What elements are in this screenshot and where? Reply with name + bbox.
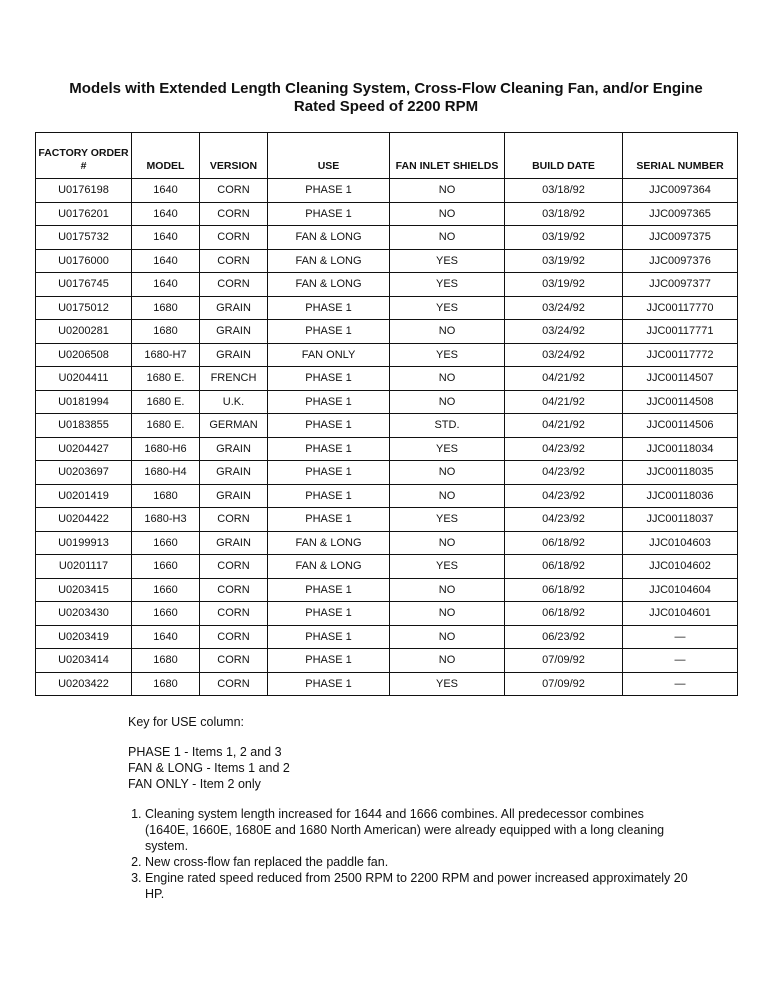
cell-version: GRAIN [200, 461, 268, 485]
header-factory-order: FACTORY ORDER # [36, 133, 132, 179]
cell-serial-number: JJC00118035 [623, 461, 738, 485]
cell-model: 1680 [132, 296, 200, 320]
cell-build-date: 03/24/92 [505, 296, 623, 320]
key-item: PHASE 1 - Items 1, 2 and 3 [128, 745, 282, 759]
cell-use: PHASE 1 [268, 390, 390, 414]
cell-factory-order: U0203415 [36, 578, 132, 602]
table-row [36, 625, 738, 649]
header-model: MODEL [132, 133, 200, 179]
cell-build-date: 04/23/92 [505, 461, 623, 485]
table-row [36, 226, 738, 250]
use-key-section [128, 714, 688, 902]
cell-serial-number: JJC00114506 [623, 414, 738, 438]
cell-fan-inlet-shields: NO [390, 625, 505, 649]
table-row [36, 367, 738, 391]
cell-fan-inlet-shields: NO [390, 320, 505, 344]
table-row [36, 649, 738, 673]
cell-fan-inlet-shields: NO [390, 390, 505, 414]
cell-use: FAN & LONG [268, 249, 390, 273]
cell-build-date: 06/18/92 [505, 531, 623, 555]
cell-serial-number: JJC0097376 [623, 249, 738, 273]
cell-version: GRAIN [200, 531, 268, 555]
cell-factory-order: U0176201 [36, 202, 132, 226]
table-row [36, 484, 738, 508]
header-fan-inlet-shields: FAN INLET SHIELDS [390, 133, 505, 179]
cell-factory-order: U0201117 [36, 555, 132, 579]
cell-use: PHASE 1 [268, 484, 390, 508]
cell-use: PHASE 1 [268, 437, 390, 461]
cell-serial-number: — [623, 625, 738, 649]
cell-fan-inlet-shields: NO [390, 602, 505, 626]
cell-serial-number: JJC00114508 [623, 390, 738, 414]
cell-model: 1660 [132, 602, 200, 626]
header-serial-number: SERIAL NUMBER [623, 133, 738, 179]
header-version: VERSION [200, 133, 268, 179]
cell-model: 1680-H7 [132, 343, 200, 367]
cell-serial-number: JJC0097377 [623, 273, 738, 297]
cell-version: GRAIN [200, 484, 268, 508]
cell-model: 1680-H6 [132, 437, 200, 461]
table-row [36, 414, 738, 438]
cell-serial-number: JJC00117770 [623, 296, 738, 320]
cell-use: PHASE 1 [268, 602, 390, 626]
cell-model: 1640 [132, 273, 200, 297]
cell-factory-order: U0176198 [36, 179, 132, 203]
models-table [35, 132, 738, 696]
cell-fan-inlet-shields: STD. [390, 414, 505, 438]
cell-model: 1680-H3 [132, 508, 200, 532]
table-row [36, 202, 738, 226]
cell-use: PHASE 1 [268, 461, 390, 485]
cell-factory-order: U0175732 [36, 226, 132, 250]
cell-use: PHASE 1 [268, 672, 390, 696]
table-row [36, 296, 738, 320]
table-row [36, 390, 738, 414]
cell-model: 1640 [132, 249, 200, 273]
cell-factory-order: U0203419 [36, 625, 132, 649]
cell-factory-order: U0181994 [36, 390, 132, 414]
cell-version: CORN [200, 578, 268, 602]
cell-serial-number: JJC00118036 [623, 484, 738, 508]
cell-serial-number: JJC0097364 [623, 179, 738, 203]
cell-fan-inlet-shields: NO [390, 202, 505, 226]
cell-model: 1640 [132, 179, 200, 203]
cell-build-date: 04/23/92 [505, 484, 623, 508]
table-row [36, 179, 738, 203]
cell-model: 1680 E. [132, 367, 200, 391]
cell-fan-inlet-shields: NO [390, 484, 505, 508]
cell-build-date: 03/18/92 [505, 179, 623, 203]
note-item: 2. New cross-flow fan replaced the paddle fan. [145, 854, 688, 870]
cell-version: CORN [200, 273, 268, 297]
cell-version: GRAIN [200, 343, 268, 367]
cell-factory-order: U0183855 [36, 414, 132, 438]
cell-build-date: 03/19/92 [505, 273, 623, 297]
cell-version: CORN [200, 602, 268, 626]
cell-model: 1660 [132, 555, 200, 579]
page-title [40, 80, 732, 116]
table-row [36, 531, 738, 555]
note-item: 1. Cleaning system length increased for 1644 and 1666 combines. All predecessor combines (1640E, 1660E, 1680E and 1680 North American) were already equipped with a long cleaning system. [145, 806, 688, 854]
cell-version: CORN [200, 508, 268, 532]
cell-build-date: 07/09/92 [505, 672, 623, 696]
table-row [36, 508, 738, 532]
table-row [36, 578, 738, 602]
cell-fan-inlet-shields: NO [390, 649, 505, 673]
cell-serial-number: JJC00117772 [623, 343, 738, 367]
cell-model: 1640 [132, 625, 200, 649]
cell-model: 1680-H4 [132, 461, 200, 485]
table-row [36, 461, 738, 485]
cell-use: FAN & LONG [268, 273, 390, 297]
cell-fan-inlet-shields: YES [390, 555, 505, 579]
cell-use: PHASE 1 [268, 320, 390, 344]
cell-model: 1680 E. [132, 390, 200, 414]
cell-use: PHASE 1 [268, 649, 390, 673]
cell-serial-number: JJC0097375 [623, 226, 738, 250]
cell-serial-number: — [623, 672, 738, 696]
cell-build-date: 03/24/92 [505, 343, 623, 367]
cell-fan-inlet-shields: YES [390, 672, 505, 696]
cell-build-date: 06/18/92 [505, 578, 623, 602]
cell-use: FAN & LONG [268, 226, 390, 250]
cell-build-date: 04/21/92 [505, 367, 623, 391]
cell-factory-order: U0204422 [36, 508, 132, 532]
table-row [36, 672, 738, 696]
cell-version: CORN [200, 555, 268, 579]
cell-version: CORN [200, 202, 268, 226]
cell-build-date: 04/23/92 [505, 437, 623, 461]
cell-use: PHASE 1 [268, 202, 390, 226]
cell-model: 1680 E. [132, 414, 200, 438]
cell-build-date: 06/18/92 [505, 555, 623, 579]
table-row [36, 555, 738, 579]
cell-model: 1680 [132, 484, 200, 508]
cell-fan-inlet-shields: NO [390, 179, 505, 203]
cell-version: U.K. [200, 390, 268, 414]
cell-version: CORN [200, 672, 268, 696]
table-row [36, 273, 738, 297]
cell-build-date: 06/18/92 [505, 602, 623, 626]
cell-model: 1680 [132, 649, 200, 673]
table-header-row [36, 133, 738, 179]
cell-version: CORN [200, 226, 268, 250]
cell-factory-order: U0203422 [36, 672, 132, 696]
cell-factory-order: U0203430 [36, 602, 132, 626]
cell-factory-order: U0204411 [36, 367, 132, 391]
cell-fan-inlet-shields: YES [390, 249, 505, 273]
cell-factory-order: U0203414 [36, 649, 132, 673]
cell-fan-inlet-shields: NO [390, 461, 505, 485]
table-row [36, 343, 738, 367]
cell-serial-number: JJC0104601 [623, 602, 738, 626]
title-line-1: Models with Extended Length Cleaning System, Cross-Flow Cleaning Fan, and/or Engine [69, 80, 703, 97]
cell-version: GRAIN [200, 320, 268, 344]
cell-build-date: 04/21/92 [505, 414, 623, 438]
cell-use: FAN ONLY [268, 343, 390, 367]
cell-model: 1660 [132, 531, 200, 555]
cell-factory-order: U0206508 [36, 343, 132, 367]
cell-use: PHASE 1 [268, 508, 390, 532]
notes-list [128, 806, 688, 902]
cell-fan-inlet-shields: YES [390, 273, 505, 297]
cell-fan-inlet-shields: NO [390, 367, 505, 391]
cell-factory-order: U0175012 [36, 296, 132, 320]
note-item: 3. Engine rated speed reduced from 2500 RPM to 2200 RPM and power increased approximately 20 HP. [145, 870, 688, 902]
cell-fan-inlet-shields: YES [390, 296, 505, 320]
cell-serial-number: JJC0097365 [623, 202, 738, 226]
cell-model: 1640 [132, 226, 200, 250]
key-item: FAN ONLY - Item 2 only [128, 777, 261, 791]
cell-model: 1640 [132, 202, 200, 226]
cell-use: PHASE 1 [268, 179, 390, 203]
cell-factory-order: U0203697 [36, 461, 132, 485]
cell-version: CORN [200, 625, 268, 649]
cell-factory-order: U0176000 [36, 249, 132, 273]
cell-build-date: 03/24/92 [505, 320, 623, 344]
table-body [36, 179, 738, 696]
cell-serial-number: JJC00118034 [623, 437, 738, 461]
cell-serial-number: — [623, 649, 738, 673]
cell-use: PHASE 1 [268, 625, 390, 649]
cell-use: PHASE 1 [268, 367, 390, 391]
cell-serial-number: JJC0104602 [623, 555, 738, 579]
title-line-2: Rated Speed of 2200 RPM [293, 98, 479, 115]
cell-build-date: 03/19/92 [505, 249, 623, 273]
cell-build-date: 06/23/92 [505, 625, 623, 649]
cell-fan-inlet-shields: NO [390, 531, 505, 555]
cell-model: 1660 [132, 578, 200, 602]
header-use: USE [268, 133, 390, 179]
cell-serial-number: JJC0104604 [623, 578, 738, 602]
cell-factory-order: U0201419 [36, 484, 132, 508]
table-row [36, 437, 738, 461]
cell-factory-order: U0176745 [36, 273, 132, 297]
cell-version: CORN [200, 649, 268, 673]
cell-serial-number: JJC00117771 [623, 320, 738, 344]
cell-fan-inlet-shields: NO [390, 578, 505, 602]
cell-serial-number: JJC00114507 [623, 367, 738, 391]
cell-version: GRAIN [200, 296, 268, 320]
cell-build-date: 04/21/92 [505, 390, 623, 414]
cell-use: FAN & LONG [268, 555, 390, 579]
cell-use: PHASE 1 [268, 578, 390, 602]
cell-use: FAN & LONG [268, 531, 390, 555]
table-row [36, 320, 738, 344]
cell-factory-order: U0204427 [36, 437, 132, 461]
cell-use: PHASE 1 [268, 296, 390, 320]
cell-fan-inlet-shields: YES [390, 508, 505, 532]
table-row [36, 249, 738, 273]
cell-version: GRAIN [200, 437, 268, 461]
key-heading: Key for USE column: [128, 715, 245, 729]
cell-build-date: 03/18/92 [505, 202, 623, 226]
cell-fan-inlet-shields: NO [390, 226, 505, 250]
cell-version: CORN [200, 249, 268, 273]
table-row [36, 602, 738, 626]
header-build-date: BUILD DATE [505, 133, 623, 179]
cell-version: FRENCH [200, 367, 268, 391]
cell-factory-order: U0199913 [36, 531, 132, 555]
cell-fan-inlet-shields: YES [390, 437, 505, 461]
cell-version: GERMAN [200, 414, 268, 438]
cell-version: CORN [200, 179, 268, 203]
cell-serial-number: JJC00118037 [623, 508, 738, 532]
cell-model: 1680 [132, 320, 200, 344]
cell-use: PHASE 1 [268, 414, 390, 438]
cell-model: 1680 [132, 672, 200, 696]
cell-build-date: 04/23/92 [505, 508, 623, 532]
cell-build-date: 07/09/92 [505, 649, 623, 673]
cell-factory-order: U0200281 [36, 320, 132, 344]
cell-serial-number: JJC0104603 [623, 531, 738, 555]
key-item: FAN & LONG - Items 1 and 2 [128, 761, 290, 775]
cell-build-date: 03/19/92 [505, 226, 623, 250]
cell-fan-inlet-shields: YES [390, 343, 505, 367]
